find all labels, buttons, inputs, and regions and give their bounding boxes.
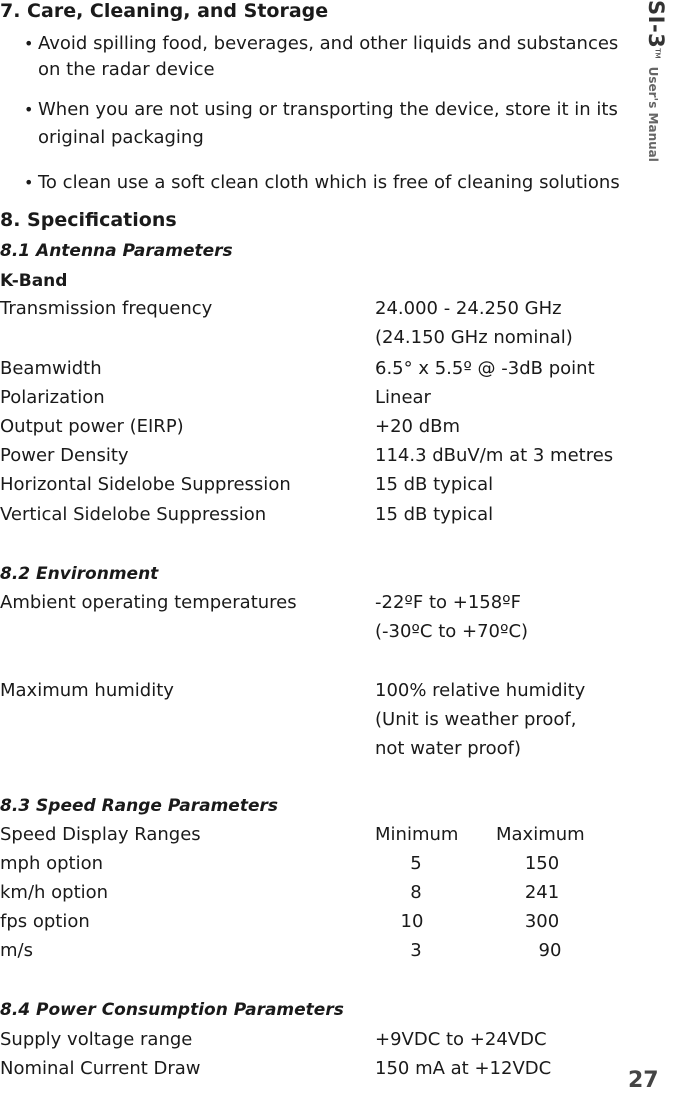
spec-label: Vertical Sidelobe Suppression [0,504,267,525]
bullet-2-line-2: original packaging [38,127,204,148]
section-8-4-title: 8.4 Power Consumption Parameters [0,1000,344,1020]
speed-row-max: 241 [524,882,560,903]
bullet-3: To clean use a soft clean cloth which is free of cleaning solutions [38,172,620,193]
spec-value: -22ºF to +158ºF [375,592,522,613]
section-8-1-title: 8.1 Antenna Parameters [0,241,233,261]
section-8-3-title: 8.3 Speed Range Parameters [0,796,278,816]
side-brand [642,0,672,160]
k-band-heading: K-Band [0,271,68,291]
spec-value: 15 dB typical [375,474,494,495]
speed-table-min-header: Minimum [375,824,459,845]
spec-value: (Unit is weather proof, [375,709,577,730]
speed-row-label: mph option [0,853,104,874]
spec-value: 150 mA at +12VDC [375,1058,552,1079]
speed-table-max-header: Maximum [496,824,585,845]
spec-label: Output power (EIRP) [0,416,184,437]
brand-trademark: TM [653,48,662,59]
bullet-1-line-2: on the radar device [38,59,215,80]
speed-row-min: 3 [410,940,422,961]
spec-value: (24.150 GHz nominal) [375,327,573,348]
speed-row-min: 5 [410,853,422,874]
spec-label: Transmission frequency [0,298,213,319]
spec-label: Ambient operating temperatures [0,592,297,613]
spec-label: Power Density [0,445,129,466]
spec-label: Maximum humidity [0,680,174,701]
section-8-title: 8. Specifications [0,209,177,231]
bullet: • [24,34,34,53]
bullet-1-line-1: Avoid spilling food, beverages, and other liquids and substances [38,33,619,54]
speed-row-label: m/s [0,940,33,961]
speed-row-min: 8 [410,882,422,903]
spec-label: Horizontal Sidelobe Suppression [0,474,291,495]
speed-row-max: 90 [538,940,562,961]
bullet: • [24,100,34,119]
spec-value: 100% relative humidity [375,680,586,701]
spec-label: Polarization [0,387,105,408]
section-7-title: 7. Care, Cleaning, and Storage [0,0,329,22]
section-8-2-title: 8.2 Environment [0,564,159,584]
spec-value: +20 dBm [375,416,461,437]
page-number: 27 [628,1068,659,1093]
speed-row-label: km/h option [0,882,109,903]
side-brand-text [644,0,668,162]
bullet: • [24,173,34,192]
spec-value: +9VDC to +24VDC [375,1029,547,1050]
manual-label: User's Manual [646,66,660,162]
brand-name: SI-3 [644,0,668,49]
spec-value: 114.3 dBuV/m at 3 metres [375,445,614,466]
spec-label: Supply voltage range [0,1029,193,1050]
spec-value: Linear [375,387,431,408]
speed-row-label: fps option [0,911,90,932]
speed-row-max: 300 [524,911,560,932]
spec-label: Beamwidth [0,358,102,379]
spec-value: not water proof) [375,738,522,759]
spec-value: (-30ºC to +70ºC) [375,621,529,642]
spec-value: 24.000 - 24.250 GHz [375,298,562,319]
spec-label: Nominal Current Draw [0,1058,201,1079]
speed-row-min: 10 [400,911,424,932]
speed-row-max: 150 [524,853,560,874]
spec-value: 6.5° x 5.5º @ -3dB point [375,358,595,379]
spec-value: 15 dB typical [375,504,494,525]
speed-table-header-label: Speed Display Ranges [0,824,201,845]
bullet-2-line-1: When you are not using or transporting the device, store it in its [38,99,618,120]
